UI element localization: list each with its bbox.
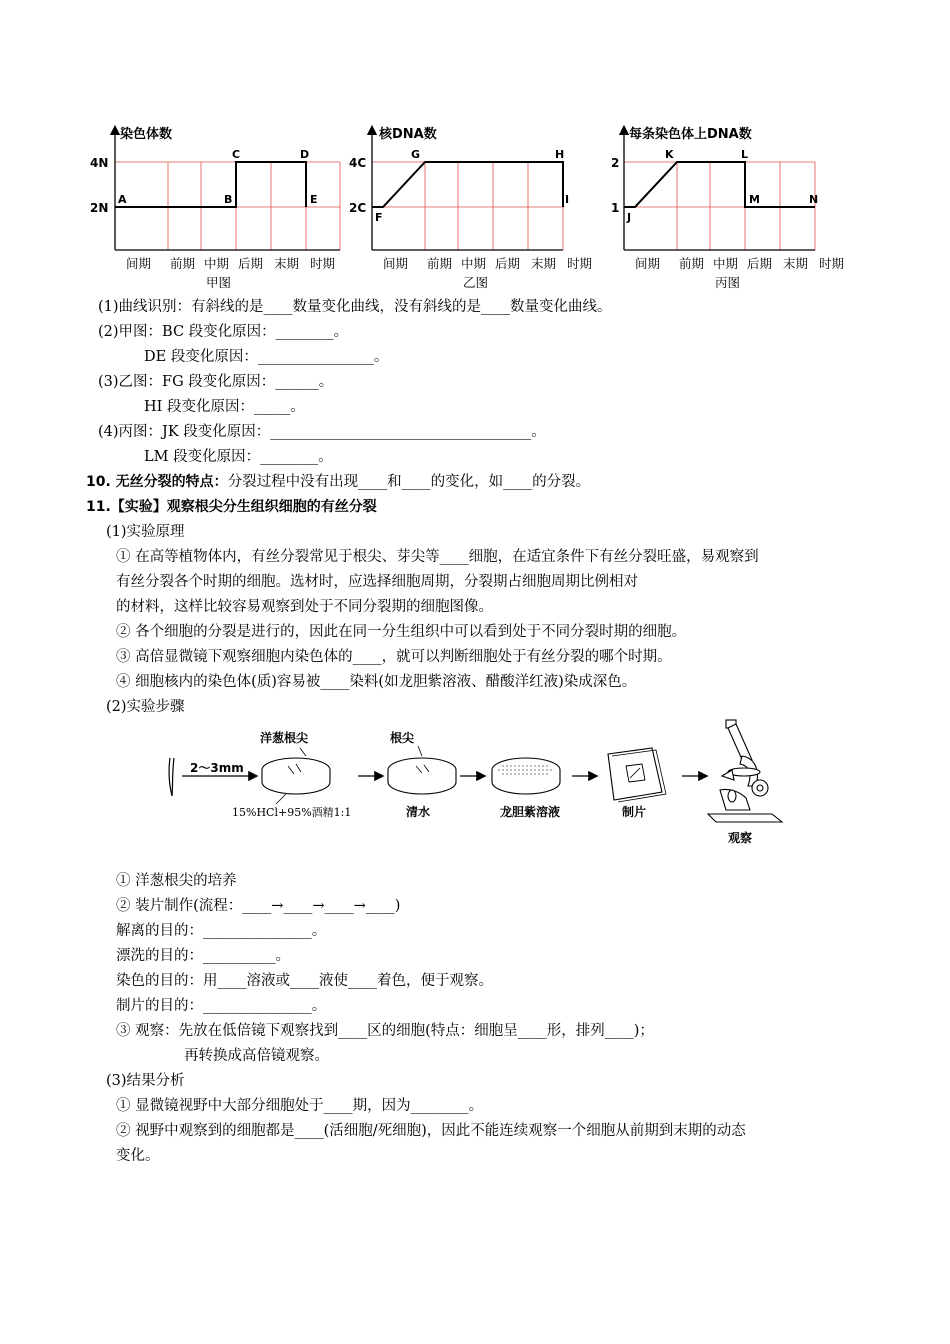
jia-ylabel: 染色体数 <box>120 127 173 142</box>
graph-jia <box>90 126 340 290</box>
jia-phase-4: 后期 <box>238 256 264 271</box>
bing-phase-5: 末期 <box>783 256 809 271</box>
yi-phase-5: 末期 <box>531 256 557 271</box>
result-1: ① 显微镜视野中大部分细胞处于____期，因为________。 <box>116 1098 484 1114</box>
principle-4: ④ 细胞核内的染色体(质)容易被____染料(如龙胆紫溶液、醋酸洋红液)染成深色。 <box>116 674 637 690</box>
slide-label: 制片 <box>622 805 647 819</box>
yi-ytick-4c: 4C <box>349 156 367 170</box>
bing-caption: 丙图 <box>715 275 741 290</box>
step-1: ① 洋葱根尖的培养 <box>116 873 237 889</box>
dish1-bottom-label: 15%HCl+95%酒精1:1 <box>232 806 352 819</box>
bing-point-k: K <box>665 148 674 161</box>
q3a-line: (3)乙图：FG 段变化原因：______。 <box>98 374 334 390</box>
bing-point-l: L <box>741 148 749 161</box>
step-rinse: 漂洗的目的：__________。 <box>116 948 290 964</box>
q11-title: 11.【实验】观察根尖分生组织细胞的有丝分裂 <box>86 499 377 515</box>
dish-water <box>388 730 456 819</box>
q10-body: 分裂过程中没有出现____和____的变化，如____的分裂。 <box>227 474 591 490</box>
flow-svg <box>160 718 800 854</box>
graphs-svg <box>88 124 878 300</box>
q4b-line: LM 段变化原因：________。 <box>144 449 333 465</box>
yi-ylabel: 核DNA数 <box>379 127 437 142</box>
dish2-top-label: 根尖 <box>390 731 415 745</box>
dish3-bottom-label: 龙胆紫溶液 <box>500 805 561 819</box>
bing-ytick-1: 1 <box>611 201 620 215</box>
q10-title: 10. 无丝分裂的特点： <box>86 474 228 490</box>
yi-phase-2: 前期 <box>427 256 453 271</box>
bing-phase-3: 中期 <box>713 256 739 271</box>
slide-icon <box>608 748 666 819</box>
result-2-line1: ② 视野中观察到的细胞都是____(活细胞/死细胞)，因此不能连续观察一个细胞从前期到末期的动态 <box>116 1123 746 1139</box>
result-2-line2: 变化。 <box>116 1148 160 1164</box>
yi-point-g: G <box>411 148 421 161</box>
jia-ytick-2n: 2N <box>90 201 109 215</box>
experiment-flow-diagram <box>160 718 800 854</box>
dish-stain <box>492 758 560 819</box>
bing-phase-4: 后期 <box>747 256 773 271</box>
principle-3: ③ 高倍显微镜下观察细胞内染色体的____，就可以判断细胞处于有丝分裂的哪个时期。 <box>116 649 672 665</box>
principle-heading: (1)实验原理 <box>106 524 185 540</box>
bing-ylabel: 每条染色体上DNA数 <box>629 127 752 142</box>
yi-phase-4: 后期 <box>495 256 521 271</box>
principle-1-line3: 的材料，这样比较容易观察到处于不同分裂期的细胞图像。 <box>116 599 493 615</box>
step-3-cont: 再转换成高倍镜观察。 <box>184 1048 329 1064</box>
principle-1-line1: ① 在高等植物体内，有丝分裂常见于根尖、芽尖等____细胞，在适宜条件下有丝分裂旺盛，易观察到 <box>116 549 759 565</box>
yi-phase-3: 中期 <box>461 256 487 271</box>
step-slide: 制片的目的：_______________。 <box>116 998 327 1014</box>
microscope-label: 观察 <box>728 831 753 845</box>
root-length-label: 2～3mm <box>190 761 244 775</box>
graph-yi <box>349 126 593 290</box>
jia-point-d: D <box>300 148 310 161</box>
jia-point-a: A <box>118 193 127 206</box>
jia-phase-1: 间期 <box>126 256 152 271</box>
jia-phase-2: 前期 <box>170 256 196 271</box>
q3b-line: HI 段变化原因：_____。 <box>144 399 305 415</box>
jia-point-c: C <box>232 148 241 161</box>
jia-phase-6: 时期 <box>310 256 336 271</box>
q2a-line: (2)甲图：BC 段变化原因：________。 <box>98 324 349 340</box>
step-3: ③ 观察：先放在低倍镜下观察找到____区的细胞(特点：细胞呈____形，排列____)； <box>116 1023 654 1039</box>
yi-ytick-2c: 2C <box>349 201 367 215</box>
yi-point-f: F <box>375 211 383 224</box>
yi-caption: 乙图 <box>463 275 489 290</box>
bing-phase-2: 前期 <box>679 256 705 271</box>
three-graphs <box>88 124 878 300</box>
step-2: ② 装片制作(流程：____→____→____→____) <box>116 898 401 914</box>
bing-phase-6: 时期 <box>819 256 845 271</box>
yi-phase-1: 间期 <box>383 256 409 271</box>
bing-point-j: J <box>627 211 632 224</box>
jia-point-b: B <box>224 193 233 206</box>
result-heading: (3)结果分析 <box>106 1073 185 1089</box>
step-stain: 染色的目的：用____溶液或____液使____着色，便于观察。 <box>116 973 493 989</box>
bing-point-n: N <box>809 193 819 206</box>
graph-bing <box>611 126 845 290</box>
q2b-line: DE 段变化原因：________________。 <box>144 349 389 365</box>
jia-ytick-4n: 4N <box>90 156 109 170</box>
yi-phase-6: 时期 <box>567 256 593 271</box>
bing-phase-1: 间期 <box>635 256 661 271</box>
jia-phase-3: 中期 <box>204 256 230 271</box>
dish-hcl <box>232 730 351 819</box>
q4a-line: (4)丙图：JK 段变化原因：____________________________________。 <box>98 424 546 440</box>
dish2-bottom-label: 清水 <box>406 805 431 819</box>
jia-point-e: E <box>310 193 318 206</box>
yi-point-h: H <box>555 148 565 161</box>
bing-ytick-2: 2 <box>611 156 620 170</box>
yi-point-i: I <box>565 193 570 206</box>
jia-phase-5: 末期 <box>274 256 300 271</box>
microscope-icon <box>708 720 782 845</box>
jia-caption: 甲图 <box>206 275 232 290</box>
principle-2: ② 各个细胞的分裂是进行的，因此在同一分生组织中可以看到处于不同分裂时期的细胞。 <box>116 624 687 640</box>
steps-heading: (2)实验步骤 <box>106 699 185 715</box>
principle-1-line2: 有丝分裂各个时期的细胞。选材时，应选择细胞周期，分裂期占细胞周期比例相对 <box>116 574 638 590</box>
bing-point-m: M <box>749 193 760 206</box>
step-dissociation: 解离的目的：_______________。 <box>116 923 327 939</box>
q1-line: (1)曲线识别：有斜线的是____数量变化曲线，没有斜线的是____数量变化曲线。 <box>98 299 612 315</box>
dish1-top-label: 洋葱根尖 <box>260 731 309 745</box>
q10-line <box>86 473 590 491</box>
